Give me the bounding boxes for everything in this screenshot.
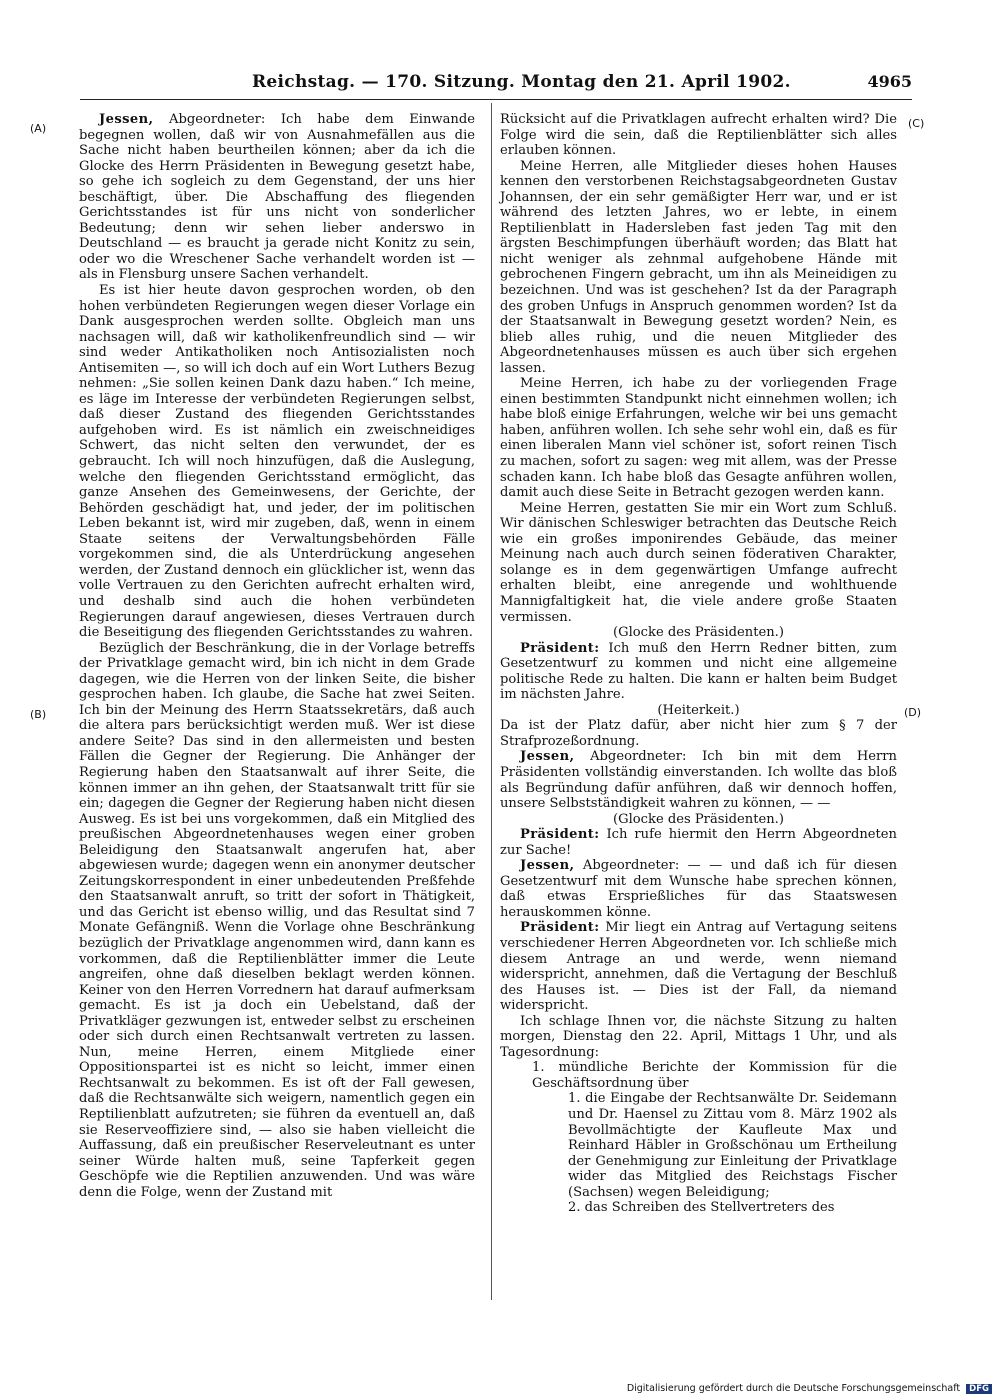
margin-marker-b: (B)	[30, 708, 47, 721]
stage-direction: (Heiterkeit.)	[657, 702, 740, 718]
speech-text: Ich muß den Herrn Redner bitten, zum Gesetzentwurf zu kommen und nicht eine allgemeine politische Rede zu halten. Die kann er halten beim Budget im nächsten Jahre.	[500, 640, 897, 703]
agenda-subitem: 1. die Eingabe der Rechtsanwälte Dr. Seidemann und Dr. Haensel zu Zittau vom 8. März 1902 als Bevollmächtigte der Kaufleute Max und Reinhard Häbler in Großschönau um Ertheilung der Genehmigung zur Einleitung der Privatklage wider das Mitglied des Reichstags Fischer (Sachsen) wegen Beleidigung;	[568, 1091, 897, 1200]
paragraph: Da ist der Platz dafür, aber nicht hier zum § 7 der Strafprozeßordnung.	[500, 718, 897, 749]
speech-text: Ich rufe hiermit den Herrn Abgeordneten zur Sache!	[500, 827, 897, 858]
margin-marker-d: (D)	[904, 706, 922, 719]
paragraph: Es ist hier heute davon gesprochen worden, ob den hohen verbündeten Regierungen wegen dieser Vorlage ein Dank ausgesprochen werden sollte. Obgleich man uns nachsagen will, daß wir katholikenfreundlich sind — wir sind weder Antikatholiken noch Antisozialisten noch Antisemiten —, so will ich doch auf ein Wort Luthers Bezug nehmen: „Sie sollen keinen Dank dazu haben.“ Ich meine, es läge im Interesse der verbündeten Regierungen selbst, daß dieser Zustand des fliegenden Gerichtsstandes aufgehoben wird. Es ist nämlich ein zweischneidiges Schwert, das nicht selten den verwundet, der es gebraucht. Ich will noch hinzufügen, daß die Auslegung, welche den fliegenden Gerichtsstand ermöglicht, das ganze Ansehen des Gemeinwesens, der Gerichte, der Behörden geschädigt hat, und jeder, der im politischen Leben bekannt ist, wird mir zugeben, daß, wenn in einem Staate seitens der Verwaltungsbehörden Fälle vorgekommen sind, die als Unterdrückung angesehen werden, der Zustand dennoch ein glücklicher ist, wenn das volle Vertrauen zu den Gerichten aufrecht erhalten wird, und deshalb sind auch die hohen verbündeten Regierungen darauf angewiesen, dieses Vertrauen durch die Beseitigung des fliegenden Gerichtsstandes zu wahren.	[79, 283, 475, 641]
speaker-name: Präsident:	[520, 827, 600, 843]
paragraph	[500, 641, 897, 703]
paragraph	[79, 112, 475, 283]
paragraph: Meine Herren, gestatten Sie mir ein Wort zum Schluß. Wir dänischen Schleswiger betrachten das Deutsche Reich wie ein großes imponirendes Gebäude, das meiner Meinung nach auch durch seinen föderativen Charakter, solange es in dem gegenwärtigen Umfange aufrecht erhalten bleibt, eine anregende und wohlthuende Mannigfaltigkeit hat, die viele andere große Staaten vermissen.	[500, 500, 897, 625]
speaker-name: Jessen,	[520, 749, 575, 765]
speaker-name: Präsident:	[520, 920, 600, 936]
left-column	[79, 112, 475, 1200]
speech-text: Abgeordneter: — — und daß ich für diesen Gesetzentwurf mit dem Wunsche habe sprechen können, daß etwas Ersprießliches für das Staatswesen herauskommen könne.	[500, 858, 897, 920]
footer-text: Digitalisierung gefördert durch die Deutsche Forschungsgemeinschaft	[626, 1383, 961, 1394]
paragraph	[500, 858, 897, 920]
speech-text: Mir liegt ein Antrag auf Vertagung seitens verschiedener Herren Abgeordneten vor. Ich schließe mich diesem Antrage an und werde, wenn niemand widerspricht, annehmen, daß die Vertagung der Beschluß des Hauses ist. — Dies ist der Fall, da niemand widerspricht.	[500, 920, 897, 1014]
paragraph: Bezüglich der Beschränkung, die in der Vorlage betreffs der Privatklage gemacht wird, bin ich nicht in dem Grade dagegen, wie die Herren von der linken Seite, die bisher gesprochen haben. Ich glaube, die Sache hat zwei Seiten. Ich bin der Meinung des Herrn Staatssekretärs, daß auch die altera pars berücksichtigt werden muß. Wer ist diese andere Seite? Das sind in den allermeisten und besten Fällen die Gegner der Regierung. Die Anhänger der Regierung haben den Staatsanwalt auf ihrer Seite, die können immer an ihn gehen, der Staatsanwalt tritt für sie ein; dagegen die Gegner der Regierung haben nicht diesen Ausweg. Es ist bei uns vorgekommen, daß ein Mitglied des preußischen Abgeordnetenhauses wegen einer groben Beleidigung den Staatsanwalt angerufen hat, aber abgewiesen wurde; dagegen wenn ein anonymer deutscher Zeitungskorrespondent in einer unbedeutenden Preßfehde den Staatsanwalt anruft, so tritt der sofort in Thätigkeit, und das Gericht ist ebenso willig, und das Resultat sind 7 Monate Gefängniß. Wenn die Vorlage ohne Beschränkung bezüglich der Privatklage angenommen wird, dann kann es vorkommen, daß die Reptilienblätter immer die Leute angreifen, ohne daß dieselben beklagt werden können. Keiner von den Herren Vorrednern hat darauf aufmerksam gemacht. Es ist ja doch ein Uebelstand, daß der Privatkläger gezwungen ist, entweder selbst zu erscheinen oder sich durch einen Rechtsanwalt vertreten zu lassen. Nun, meine Herren, einem Mitgliede einer Oppositionspartei ist es nicht so leicht, immer einen Rechtsanwalt zu bekommen. Es ist oft der Fall gewesen, daß die Rechtsanwälte sich weigern, namentlich gegen ein Reptilienblatt aufzutreten; sie führen da eventuell an, daß sie Reserveoffiziere sind, — also sie haben vielleicht die Auffassung, daß ein preußischer Reserveleutnant es unter seiner Würde halten muß, seine Tapferkeit gegen Geschöpfe wie die Reptilien anzuwenden. Und was wäre denn die Folge, wenn der Zustand mit	[79, 640, 475, 1200]
page-header	[80, 72, 912, 96]
header-rule	[80, 99, 912, 100]
right-column	[500, 112, 897, 1216]
speech-text: Abgeordneter: Ich habe dem Einwande begegnen wollen, daß wir von Ausnahmefällen aus die Sache nicht haben beurtheilen können; aber da ich die Glocke des Herrn Präsidenten in Bewegung gesetzt habe, so gehe ich sogleich zu dem Gegenstand, der uns hier beschäftigt, über. Die Abschaffung des fliegenden Gerichtsstandes ist für uns nicht von sonderlicher Bedeutung; denn wir sehen lieber anderswo in Deutschland — es braucht ja gerade nicht Konitz zu sein, oder wo die Wreschener Sache verhandelt worden ist — als in Flensburg unsere Sachen verhandelt.	[79, 112, 475, 283]
footer-credit	[627, 1383, 992, 1394]
agenda-subitem: 2. das Schreiben des Stellvertreters des	[568, 1200, 835, 1216]
paragraph	[500, 827, 897, 858]
paragraph	[500, 920, 897, 1013]
speaker-name: Jessen,	[520, 858, 575, 874]
speaker-name: Jessen,	[99, 112, 154, 127]
paragraph: Meine Herren, alle Mitglieder dieses hohen Hauses kennen den verstorbenen Reichstagsabgeordneten Gustav Johannsen, der ein sehr gemäßigter Herr war, und er ist während des letzten Jahres, wo er lebte, in einem Reptilienblatt in Hadersleben fast jeden Tag mit den ärgsten Beschimpfungen überhäuft worden; das Blatt hat nicht weniger als zehnmal aufgehobene Hände mit gebrochenen Fingern gebracht, um ihn als Meineidigen zu bezeichnen. Und was ist geschehen? Ist da der Paragraph des groben Unfugs in Anspruch genommen worden? Ist da der Staatsanwalt in Bewegung gesetzt worden? Nein, es blieb alles ruhig, und die neuen Mitglieder des Abgeordnetenhauses müssen es auch über sich ergehen lassen.	[500, 158, 897, 376]
agenda-item: 1. mündliche Berichte der Kommission für die Geschäftsordnung über	[532, 1060, 897, 1091]
running-title: Reichstag. — 170. Sitzung. Montag den 21. April 1902.	[252, 72, 791, 92]
paragraph	[500, 749, 897, 811]
speaker-name: Präsident:	[520, 640, 600, 656]
stage-direction: (Glocke des Präsidenten.)	[613, 625, 784, 641]
margin-marker-a: (A)	[30, 122, 47, 135]
page-number: 4965	[867, 72, 912, 91]
paragraph: Meine Herren, ich habe zu der vorliegenden Frage einen bestimmten Standpunkt nicht einnehmen wollen; ich habe bloß einige Erfahrungen, welche wir bei uns gemacht haben, anführen wollen. Ich sehe sehr wohl ein, daß es für einen liberalen Mann viel schöner ist, sofort reinen Tisch zu machen, sofort zu sagen: weg mit allem, was der Presse schaden kann. Ich habe bloß das Gesagte anführen wollen, damit auch diese Seite in Betracht gezogen werden kann.	[500, 376, 897, 501]
paragraph: Ich schlage Ihnen vor, die nächste Sitzung zu halten morgen, Dienstag den 22. April, Mittags 1 Uhr, und als Tagesordnung:	[500, 1013, 897, 1060]
margin-marker-c: (C)	[908, 117, 925, 130]
paragraph: Rücksicht auf die Privatklagen aufrecht erhalten wird? Die Folge wird die sein, daß die Reptilienblätter sich alles erlauben können.	[500, 112, 897, 159]
stage-direction: (Glocke des Präsidenten.)	[613, 811, 784, 827]
dfg-logo: DFG	[966, 1384, 992, 1394]
column-divider	[491, 103, 492, 1300]
speech-text: Abgeordneter: Ich bin mit dem Herrn Präsidenten vollständig einverstanden. Ich wollte das bloß als Begründung dafür anführen, daß wir dennoch hoffen, unsere Selbstständigkeit wahren zu können, — —	[500, 749, 897, 812]
